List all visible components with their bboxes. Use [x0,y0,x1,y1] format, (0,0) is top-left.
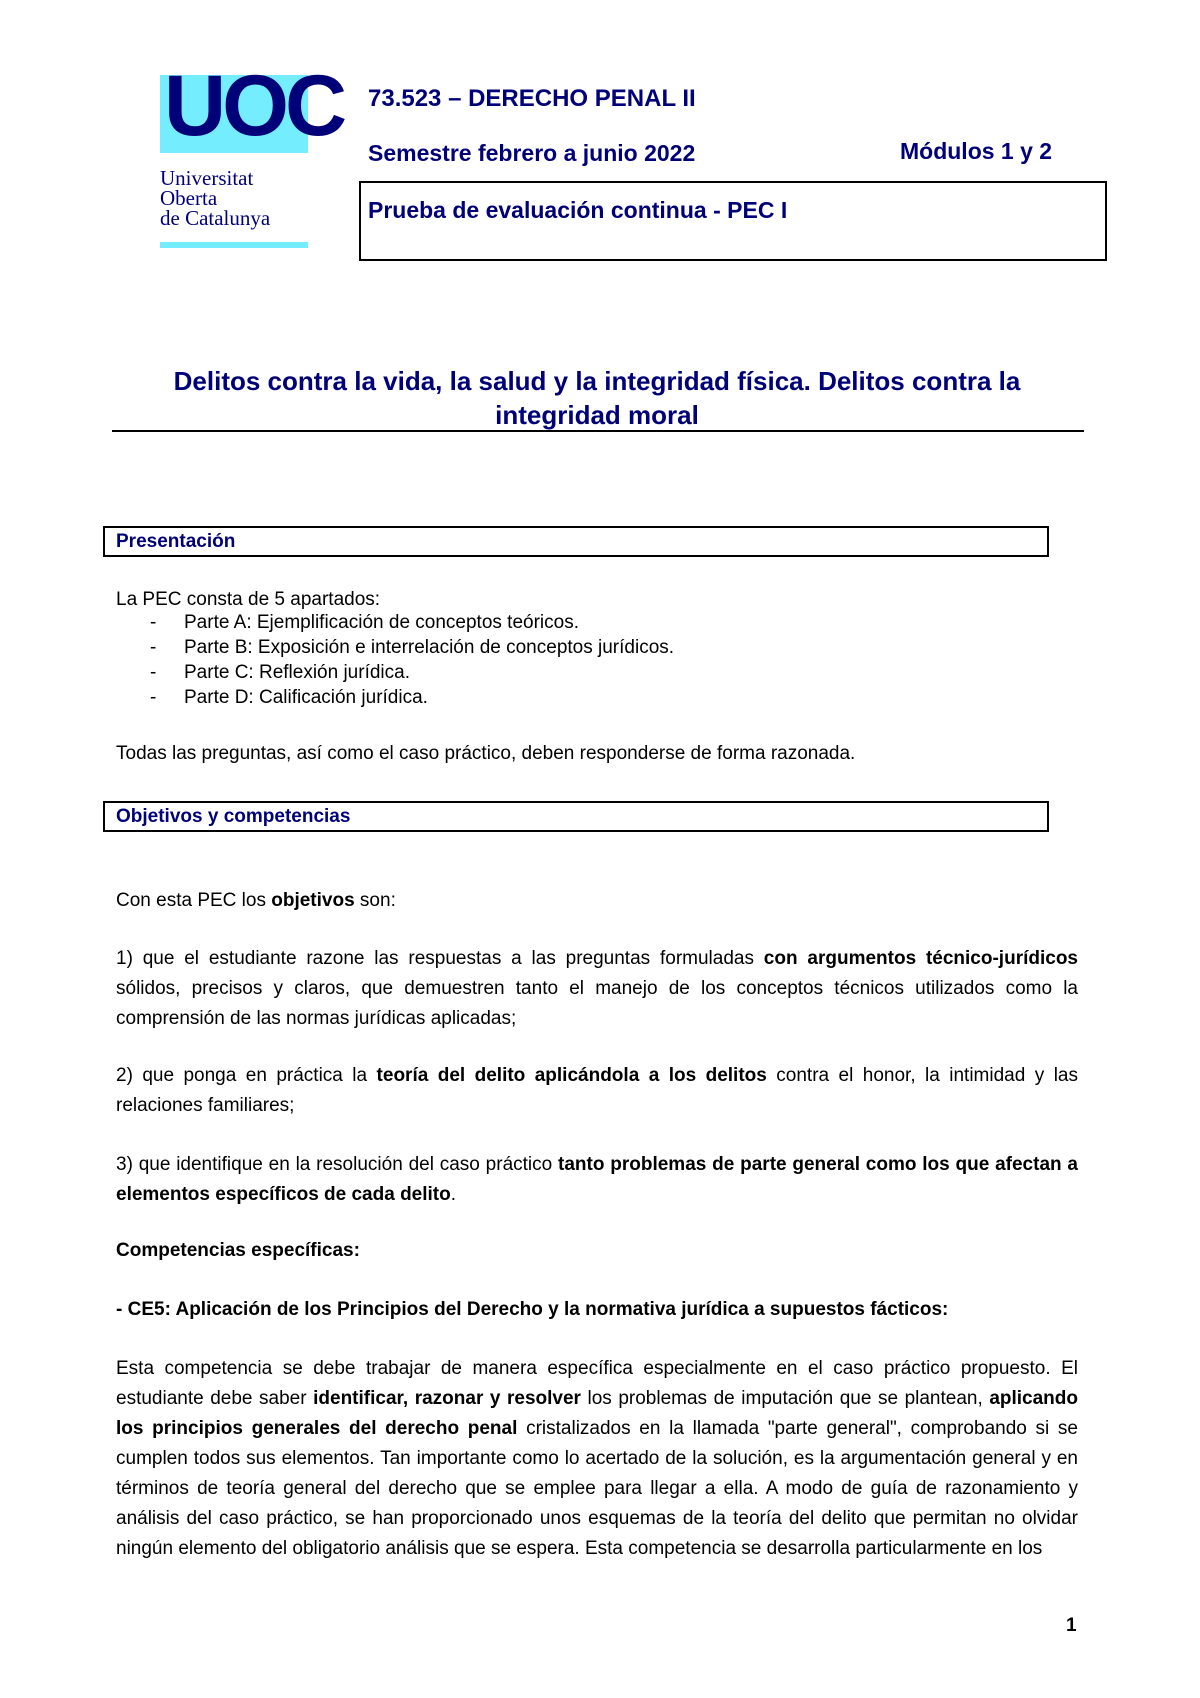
objective-text: 3) que identifique en la resolución del caso práctico [116,1154,559,1175]
presentacion-closing: Todas las preguntas, así como el caso práctico, deben responderse de forma razonada. [116,743,856,764]
objective-text-end: . [450,1184,457,1205]
objetivos-intro [116,888,396,913]
objective-text-end: sólidos, precisos y claros, que demuestren tanto el manejo de los conceptos técnicos utilizados como la comprensión de las normas jurídicas aplicadas; [116,978,1078,1029]
logo-letters: UOC [164,58,344,154]
objetivos-heading: Objetivos y competencias [116,806,351,827]
intro-bold-text: objetivos [271,890,355,911]
main-title-line-2: integridad moral [495,400,699,430]
ce5-text: cristalizados en la llamada "parte general", comprobando si se cumplen todos sus elementos. Tan importante como lo acertado de la solución, es la argumentación general y en términos de teoría general del derecho que se emplee para llegar a ella. A modo de guía de razonamiento y análisis del caso práctico, se han proporcionado unos esquemas de la teoría del delito que permitan no olvidar ningún elemento del obligatorio análisis que se espera. Esta competencia se desarrolla particularmente en los [116,1418,1078,1559]
list-item [150,637,950,662]
presentacion-intro: La PEC consta de 5 apartados: [116,589,381,610]
ce5-text: Esta competencia se debe trabajar de manera específica especialmente en el caso práctico propuesto. El estudiante debe saber [116,1358,1078,1409]
ce5-bold-text: identificar, razonar y resolver [313,1388,581,1409]
objective-text: 2) que ponga en práctica la [116,1065,377,1086]
objective-1 [116,944,1078,1034]
objective-bold-text: tanto problemas de parte general como los que afectan a elementos específicos de cada delito [116,1154,1078,1205]
objective-text: 1) que el estudiante razone las respuestas a las preguntas formuladas [116,948,764,969]
ce5-text: los problemas de imputación que se plantean, [580,1388,990,1409]
presentacion-section-box [103,526,1049,557]
ce5-heading: - CE5: Aplicación de los Principios del Derecho y la normativa jurídica a supuestos fácticos: [116,1299,949,1320]
list-item [150,662,950,687]
document-main-title [112,364,1082,432]
logo-name-line-3: de Catalunya [160,206,271,230]
list-dash: - [150,612,157,633]
logo-name-line-1: Universitat [160,166,254,190]
list-item-text: Parte B: Exposición e interrelación de conceptos jurídicos. [184,637,675,658]
list-item [150,687,950,712]
course-title: 73.523 – DERECHO PENAL II [368,85,696,112]
main-title-line-1: Delitos contra la vida, la salud y la integridad física. Delitos contra la [173,366,1021,396]
title-rule [112,430,1084,432]
competencias-heading: Competencias específicas: [116,1240,360,1261]
uoc-logo-name [160,168,270,228]
objective-text-end: contra el honor, la intimidad y las relaciones familiares; [116,1065,1078,1116]
list-item-text: Parte C: Reflexión jurídica. [184,662,410,683]
objective-3 [116,1150,1078,1210]
list-item [150,612,950,637]
objective-bold-text: con argumentos técnico-jurídicos [763,948,1078,969]
presentacion-heading: Presentación [116,531,236,552]
logo-name-line-2: Oberta [160,186,218,210]
pec-title: Prueba de evaluación continua - PEC I [368,197,788,223]
list-dash: - [150,662,157,683]
page-number: 1 [1066,1615,1077,1636]
ce5-paragraph [116,1354,1078,1564]
modules-label: Módulos 1 y 2 [900,138,1053,164]
logo-underline-bar [160,242,308,248]
objective-bold-text: teoría del delito aplicándola a los delitos [376,1065,767,1086]
uoc-logo-mark [160,58,344,154]
list-item-text: Parte D: Calificación jurídica. [184,687,428,708]
list-item-text: Parte A: Ejemplificación de conceptos teóricos. [184,612,579,633]
intro-text: Con esta PEC los [116,890,272,911]
list-dash: - [150,637,157,658]
semester-label: Semestre febrero a junio 2022 [368,140,696,166]
list-dash: - [150,687,157,708]
intro-text-end: son: [354,890,396,911]
ce5-bold-text: aplicando los principios generales del derecho penal [116,1388,1078,1439]
objective-2 [116,1061,1078,1121]
